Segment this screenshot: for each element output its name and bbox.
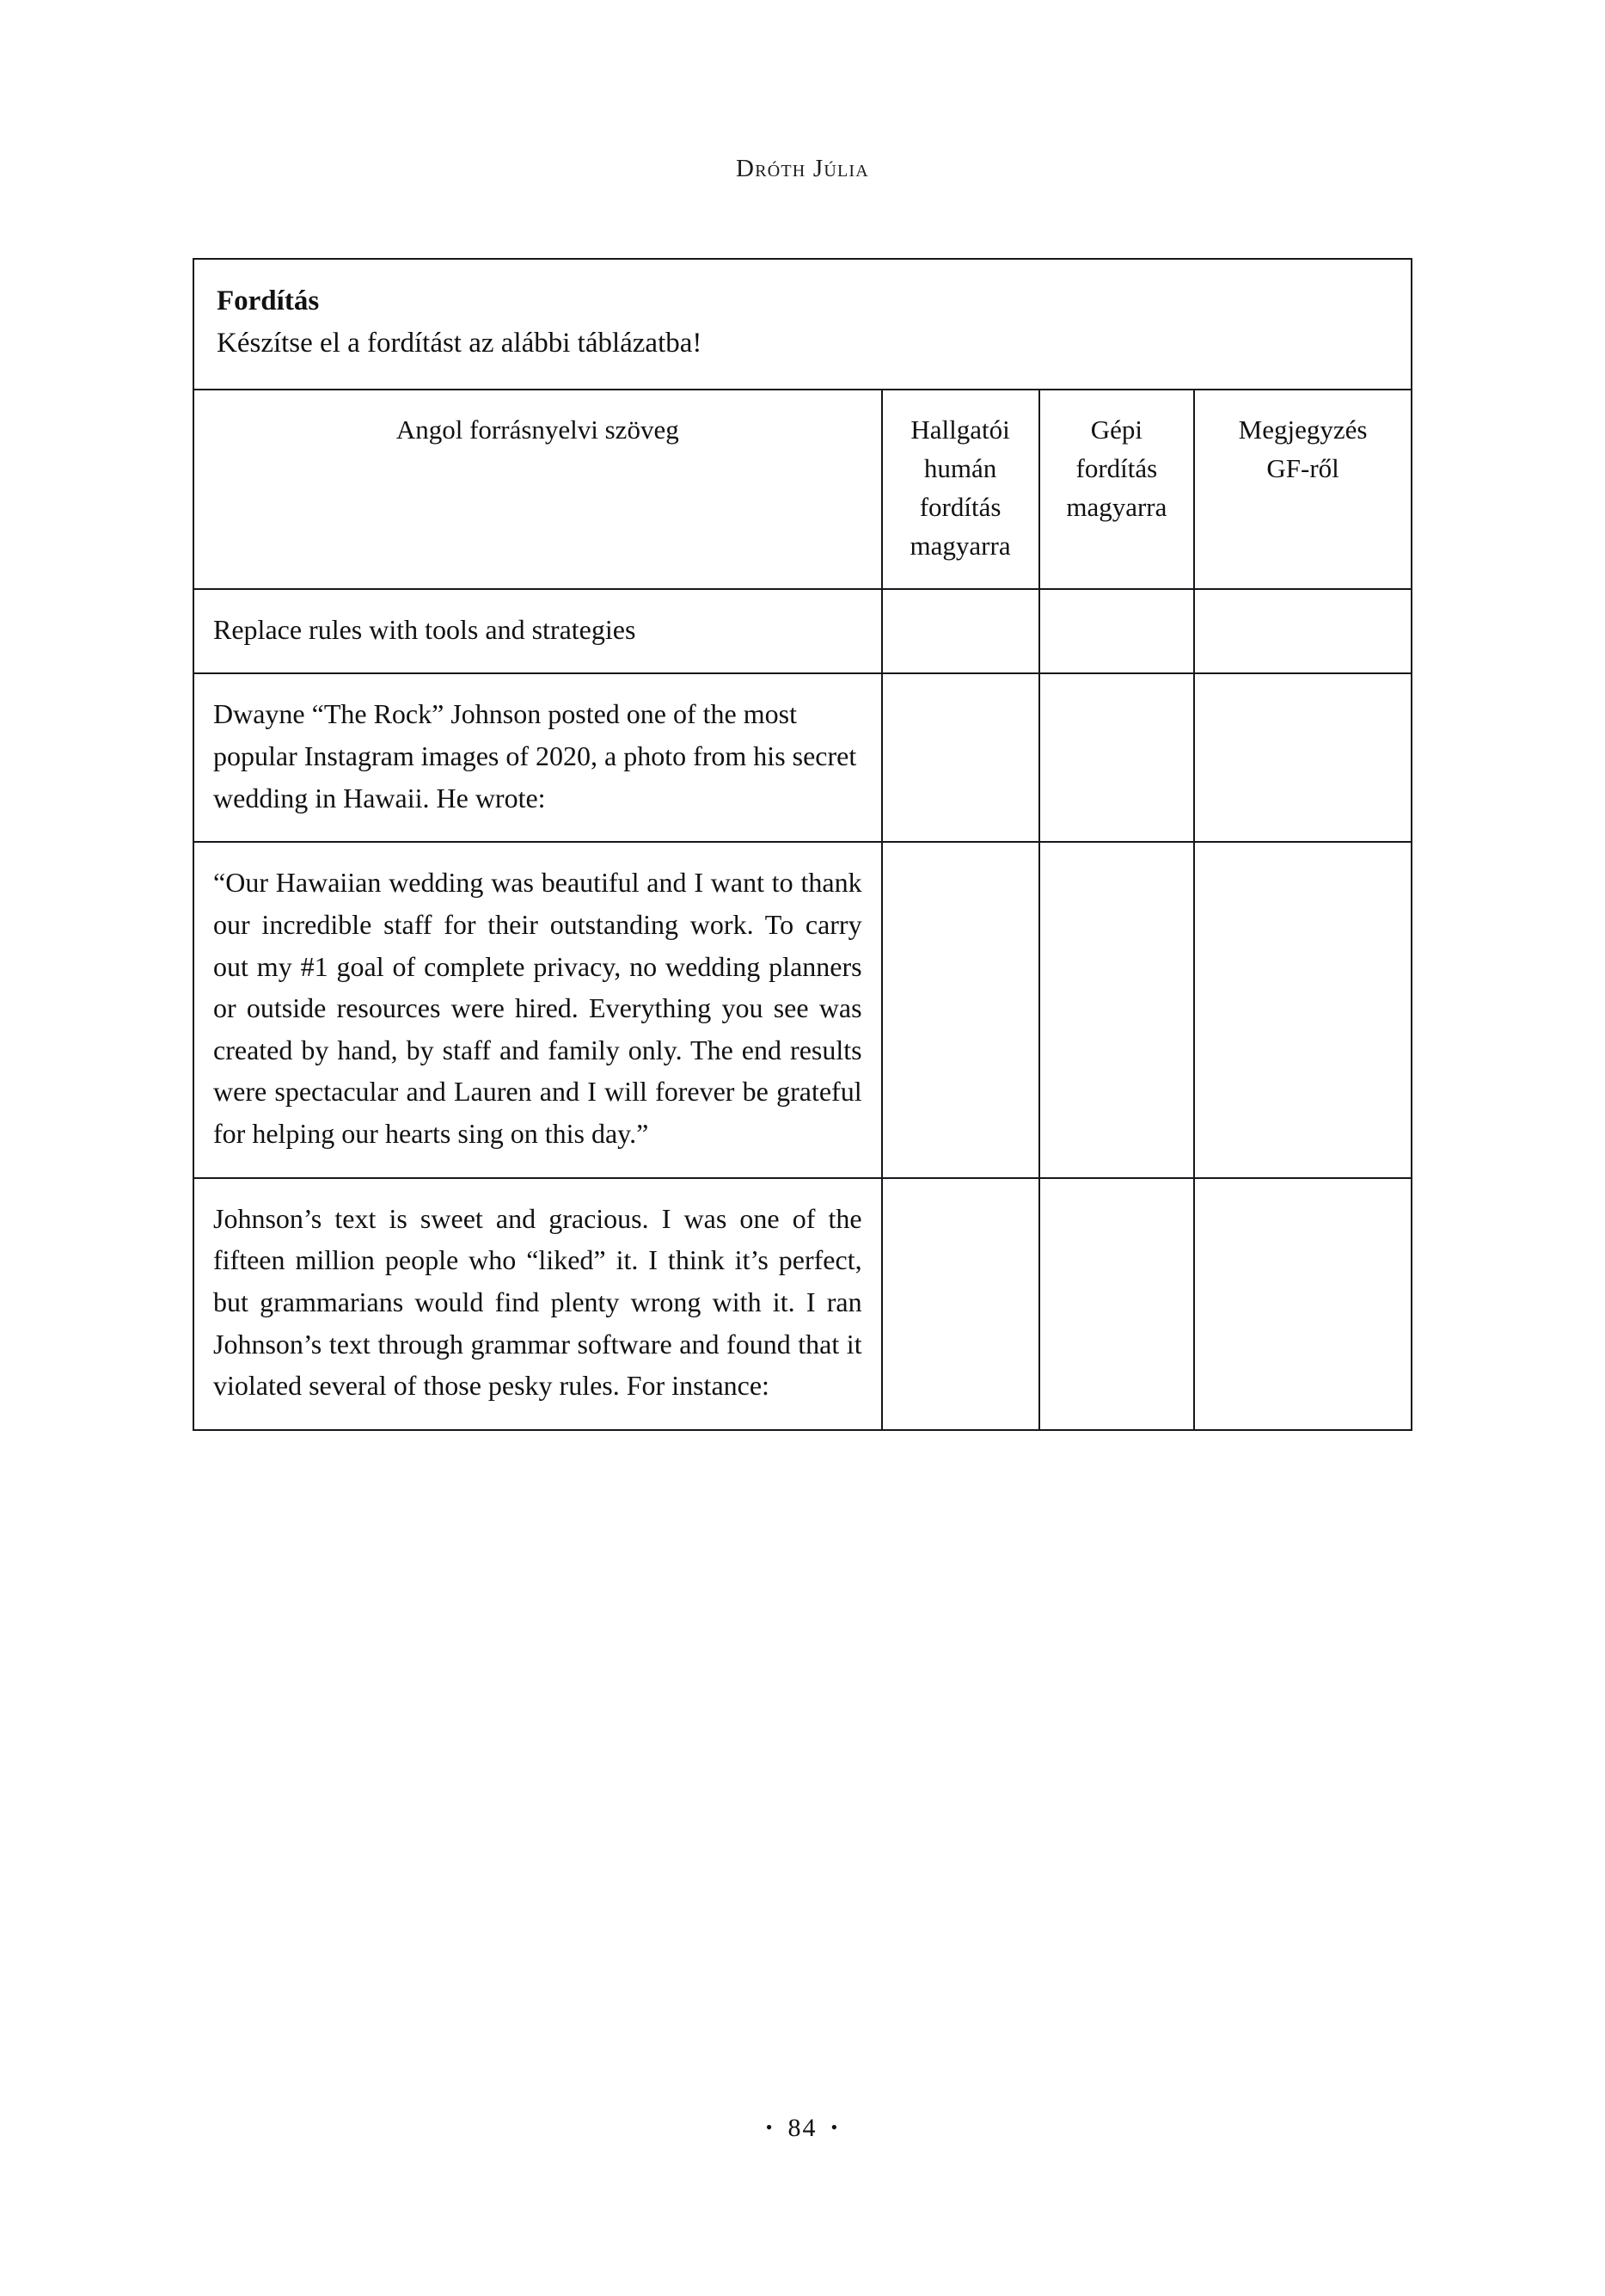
human-translation-cell[interactable]	[882, 842, 1039, 1177]
comment-cell[interactable]	[1194, 589, 1412, 674]
machine-translation-cell[interactable]	[1039, 673, 1195, 842]
comment-cell[interactable]	[1194, 1178, 1412, 1430]
page-footer	[0, 2114, 1605, 2143]
worksheet-instruction: Készítse el a fordítást az alábbi táblázatba!	[217, 327, 702, 359]
column-header-machine-translation: Gépi fordítás magyarra	[1039, 390, 1195, 589]
source-text-cell: Replace rules with tools and strategies	[193, 589, 882, 674]
source-text-cell: Dwayne “The Rock” Johnson posted one of the most popular Instagram images of 2020, a photo from his secret wedding in Hawaii. He wrote:	[193, 673, 882, 842]
source-text-cell: Johnson’s text is sweet and gracious. I was one of the fifteen million people who “liked” it. I think it’s perfect, but grammarians would find plenty wrong with it. I ran Johnson’s text through grammar software and found that it violated several of those pesky rules. For instance:	[193, 1178, 882, 1430]
table-row	[193, 589, 1412, 674]
comment-cell[interactable]	[1194, 673, 1412, 842]
column-header-comment: Megjegyzés GF-ről	[1194, 390, 1412, 589]
worksheet-table	[193, 258, 1412, 1431]
column-header-source: Angol forrásnyelvi szöveg	[193, 390, 882, 589]
column-header-human-translation: Hallgatói humán fordítás magyarra	[882, 390, 1039, 589]
worksheet-table-container	[193, 258, 1412, 1431]
folio-right-dot: •	[830, 2116, 840, 2138]
page-number: 84	[787, 2114, 818, 2142]
table-row-intro	[193, 259, 1412, 390]
machine-translation-cell[interactable]	[1039, 842, 1195, 1177]
table-row	[193, 842, 1412, 1177]
table-header-row	[193, 390, 1412, 589]
worksheet-title: Fordítás	[217, 285, 320, 316]
machine-translation-cell[interactable]	[1039, 1178, 1195, 1430]
human-translation-cell[interactable]	[882, 673, 1039, 842]
comment-cell[interactable]	[1194, 842, 1412, 1177]
source-text-cell: “Our Hawaiian wedding was beautiful and I want to thank our incredible staff for their outstanding work. To carry out my #1 goal of complete privacy, no wedding planners or outside resources were hired. Everything you see was created by hand, by staff and family only. The end results were spectacular and Lauren and I will forever be grateful for helping our hearts sing on this day.”	[193, 842, 882, 1177]
folio-left-dot: •	[765, 2116, 775, 2138]
running-head: Dróth Júlia	[736, 155, 869, 182]
human-translation-cell[interactable]	[882, 589, 1039, 674]
human-translation-cell[interactable]	[882, 1178, 1039, 1430]
machine-translation-cell[interactable]	[1039, 589, 1195, 674]
worksheet-intro-cell	[193, 259, 1412, 390]
table-row	[193, 1178, 1412, 1430]
table-row	[193, 673, 1412, 842]
